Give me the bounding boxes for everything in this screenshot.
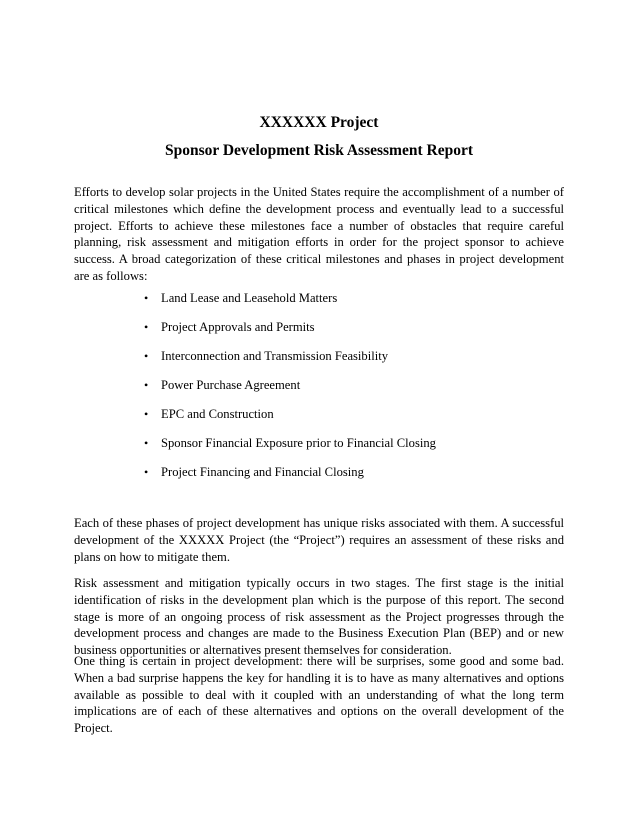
milestone-label: Project Approvals and Permits: [161, 320, 315, 334]
milestone-label: Power Purchase Agreement: [161, 378, 301, 392]
surprises-paragraph: One thing is certain in project development: there will be surprises, some good and some bad. When a bad surprise happens the key for handling it is to have as many alternatives and options available as possible to deal with it coupled with an understanding of what the long term implications are of each of these alternatives and options on the overall development of the Project.: [74, 654, 564, 736]
milestone-list: [134, 290, 554, 493]
list-item: [134, 406, 554, 435]
milestone-label: EPC and Construction: [161, 407, 274, 421]
risk-assessment-paragraph: Risk assessment and mitigation typically occurs in two stages. The first stage is the initial identification of risks in the development plan which is the purpose of this report. The second stage is more of an ongoing process of risk assessment as the Project progresses through the development process and changes are made to the Business Execution Plan (BEP) and or new business opportunities or alternatives present themselves for consideration.: [74, 576, 564, 658]
document-title: XXXXXX Project: [259, 114, 379, 131]
document-subtitle: Sponsor Development Risk Assessment Report: [164, 142, 473, 159]
list-item: [134, 435, 554, 464]
milestone-label: Land Lease and Leasehold Matters: [161, 291, 338, 305]
milestone-label: Sponsor Financial Exposure prior to Financial Closing: [161, 436, 436, 450]
bullet-icon: •: [144, 378, 149, 392]
intro-paragraph: Efforts to develop solar projects in the United States require the accomplishment of a number of critical milestones which define the development process and eventually lead to a successful project. Efforts to achieve these milestones face a number of obstacles that require careful planning, risk assessment and mitigation efforts in order for the project sponsor to achieve success. A broad categorization of these critical milestones and phases in project development are as follows:: [74, 185, 564, 283]
list-item: [134, 464, 554, 493]
bullet-icon: •: [144, 436, 149, 450]
bullet-icon: •: [144, 320, 149, 334]
list-item: [134, 319, 554, 348]
bullet-icon: •: [144, 465, 149, 479]
list-item: [134, 290, 554, 319]
list-item: [134, 377, 554, 406]
milestone-label: Interconnection and Transmission Feasibility: [161, 349, 389, 363]
milestone-label: Project Financing and Financial Closing: [161, 465, 364, 479]
list-item: [134, 348, 554, 377]
phases-risk-paragraph: Each of these phases of project development has unique risks associated with them. A successful development of the XXXXX Project (the “Project”) requires an assessment of these risks and plans on how to mitigate them.: [74, 516, 564, 564]
bullet-icon: •: [144, 349, 149, 363]
bullet-icon: •: [144, 291, 149, 305]
bullet-icon: •: [144, 407, 149, 421]
